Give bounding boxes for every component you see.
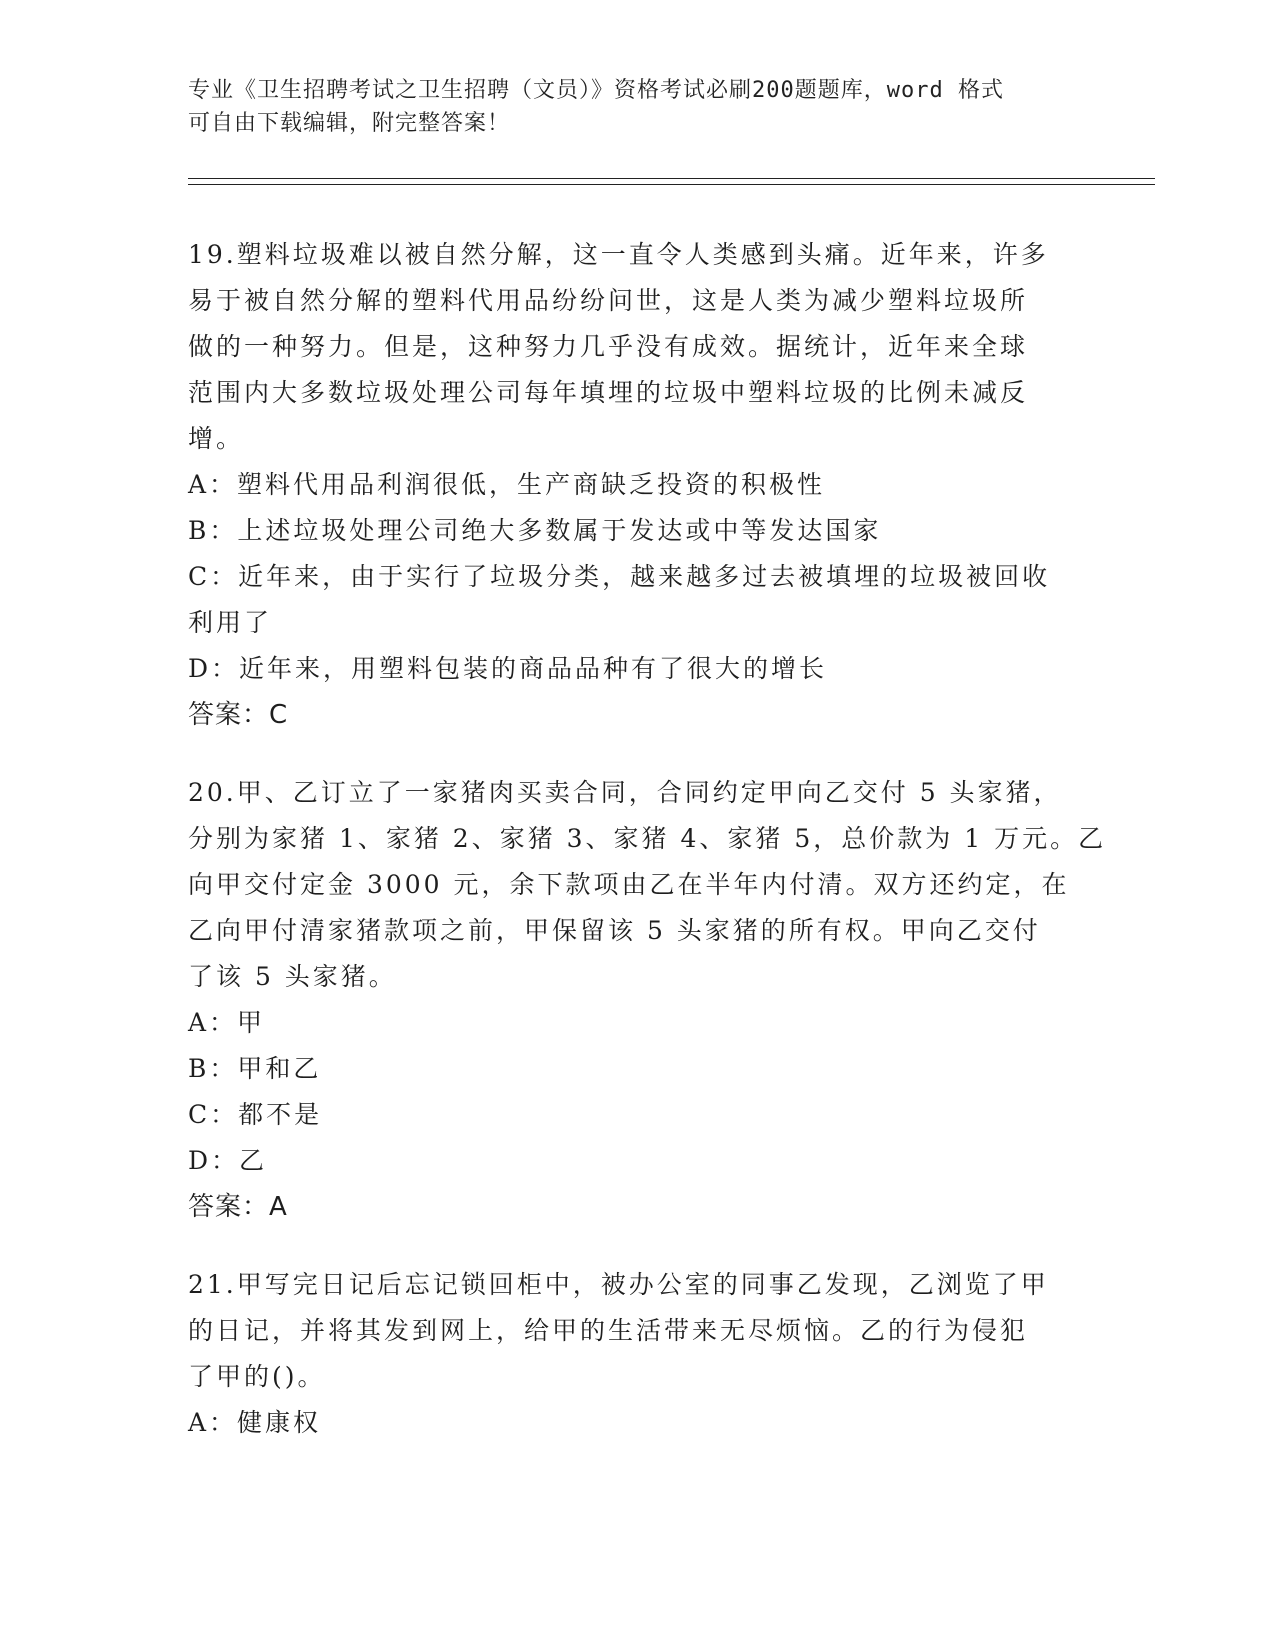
question-stem [188, 770, 1107, 1000]
stem-line: 乙向甲付清家猪款项之前，甲保留该 5 头家猪的所有权。甲向乙交付 [188, 916, 1041, 945]
option-c [188, 1092, 1088, 1138]
stem-line: 的日记，并将其发到网上，给甲的生活带来无尽烦恼。乙的行为侵犯 [188, 1316, 1029, 1345]
option-text: B：甲和乙 [188, 1054, 322, 1083]
header-line-1: 专业《卫生招聘考试之卫生招聘（文员）》资格考试必刷200题题库，word 格式 [188, 78, 1004, 103]
stem-line: 范围内大多数垃圾处理公司每年填埋的垃圾中塑料垃圾的比例未减反 [188, 378, 1029, 407]
stem-line: 20.甲、乙订立了一家猪肉买卖合同，合同约定甲向乙交付 5 头家猪， [188, 778, 1062, 807]
stem-line: 向甲交付定金 3000 元，余下款项由乙在半年内付清。双方还约定，在 [188, 870, 1070, 899]
option-a [188, 462, 1088, 508]
question-list [188, 232, 1107, 1478]
option-c [188, 554, 1088, 646]
option-text: A：健康权 [188, 1408, 322, 1437]
stem-line: 19.塑料垃圾难以被自然分解，这一直令人类感到头痛。近年来，许多 [188, 240, 1049, 269]
question-stem [188, 1262, 1088, 1400]
option-d [188, 1138, 1088, 1184]
header-divider-top [188, 178, 1155, 179]
answer-label: 答案：A [188, 1192, 288, 1222]
document-header [188, 74, 1068, 140]
stem-line: 了该 5 头家猪。 [188, 962, 397, 991]
stem-line: 易于被自然分解的塑料代用品纷纷问世，这是人类为减少塑料垃圾所 [188, 286, 1029, 315]
option-text-continued: 利用了 [188, 608, 273, 637]
option-b [188, 1046, 1088, 1092]
option-b [188, 508, 1088, 554]
option-d [188, 646, 1088, 692]
option-a [188, 1400, 1088, 1446]
question-21 [188, 1262, 1088, 1446]
question-19 [188, 232, 1088, 738]
option-text: A：塑料代用品利润很低，生产商缺乏投资的积极性 [188, 470, 826, 499]
option-text: C：近年来，由于实行了垃圾分类，越来越多过去被填埋的垃圾被回收 [188, 562, 1051, 591]
option-text: D：近年来，用塑料包装的商品品种有了很大的增长 [188, 654, 828, 683]
option-text: C：都不是 [188, 1100, 323, 1129]
stem-line: 做的一种努力。但是，这种努力几乎没有成效。据统计，近年来全球 [188, 332, 1029, 361]
stem-line: 增。 [188, 424, 245, 453]
header-divider-bottom [188, 184, 1155, 185]
option-text: A：甲 [188, 1008, 266, 1037]
header-line-2: 可自由下载编辑，附完整答案！ [188, 111, 511, 136]
question-20 [188, 770, 1107, 1230]
option-text: D：乙 [188, 1146, 268, 1175]
stem-line: 21.甲写完日记后忘记锁回柜中，被办公室的同事乙发现，乙浏览了甲 [188, 1270, 1049, 1299]
stem-line: 分别为家猪 1、家猪 2、家猪 3、家猪 4、家猪 5，总价款为 1 万元。乙 [188, 824, 1107, 853]
answer-label: 答案：C [188, 700, 289, 730]
question-stem [188, 232, 1088, 462]
option-text: B：上述垃圾处理公司绝大多数属于发达或中等发达国家 [188, 516, 882, 545]
option-a [188, 1000, 1088, 1046]
stem-line: 了甲的()。 [188, 1362, 326, 1391]
